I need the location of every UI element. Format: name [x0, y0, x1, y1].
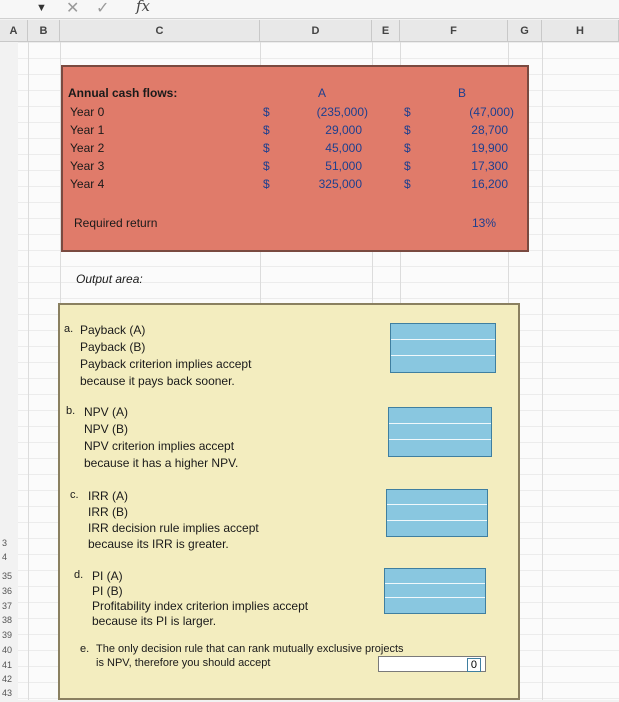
decision-rule-answer-value: 0 [467, 658, 481, 672]
project-b-cash-flow[interactable]: 16,200 [471, 177, 508, 191]
irr-reason-text: because its IRR is greater. [88, 537, 229, 551]
year-label: Year 0 [70, 105, 105, 119]
row-number[interactable]: 3 [2, 538, 8, 548]
npv-a-label: NPV (A) [84, 405, 129, 419]
irr-a-label: IRR (A) [88, 489, 128, 503]
dollar-sign: $ [404, 159, 411, 173]
irr-b-answer-cell[interactable] [387, 505, 487, 520]
required-return-value[interactable]: 13% [471, 216, 496, 230]
project-a-cash-flow[interactable]: 325,000 [318, 177, 362, 191]
row-number[interactable]: 40 [2, 645, 13, 655]
column-header-a[interactable]: A [0, 20, 28, 42]
dollar-sign: $ [404, 123, 411, 137]
payback-a-label: Payback (A) [80, 323, 146, 337]
npv-b-answer-cell[interactable] [389, 424, 491, 440]
column-header-c[interactable]: C [60, 20, 260, 42]
dollar-sign: $ [263, 177, 270, 191]
row-number[interactable]: 4 [2, 552, 8, 562]
project-b-cash-flow[interactable]: 28,700 [471, 123, 508, 137]
required-return-label: Required return [74, 216, 158, 230]
cash-flows-header: Annual cash flows: [68, 86, 178, 100]
irr-b-label: IRR (B) [88, 505, 128, 519]
project-a-cash-flow[interactable]: (235,000) [316, 105, 368, 119]
project-a-cash-flow[interactable]: 51,000 [325, 159, 362, 173]
confirm-icon[interactable]: ✓ [96, 0, 110, 17]
npv-answer-cells[interactable] [388, 407, 492, 457]
item-letter-b: b. [66, 405, 76, 417]
decision-rule-text: The only decision rule that can rank mutually exclusive projects [96, 643, 404, 655]
row-number[interactable]: 35 [2, 571, 13, 581]
year-label: Year 3 [70, 159, 105, 173]
npv-b-label: NPV (B) [84, 422, 129, 436]
column-header-d[interactable]: D [260, 20, 372, 42]
pi-a-label: PI (A) [92, 569, 123, 583]
output-area-label: Output area: [76, 272, 143, 286]
irr-criterion-text: IRR decision rule implies accept [88, 521, 259, 535]
dollar-sign: $ [263, 123, 270, 137]
pi-reason-text: because its PI is larger. [92, 614, 217, 628]
item-letter-d: d. [74, 569, 84, 581]
cancel-icon[interactable]: ✕ [66, 0, 80, 17]
decision-rule-conclusion-text: is NPV, therefore you should accept [96, 657, 271, 669]
irr-accept-answer-cell[interactable] [387, 521, 487, 536]
year-label: Year 1 [70, 123, 105, 137]
year-label: Year 2 [70, 141, 105, 155]
payback-b-label: Payback (B) [80, 340, 146, 354]
payback-answer-cells[interactable] [390, 323, 496, 373]
payback-reason-text: because it pays back sooner. [80, 374, 235, 388]
column-header-g[interactable]: G [508, 20, 542, 42]
pi-accept-answer-cell[interactable] [385, 598, 485, 613]
dollar-sign: $ [263, 105, 270, 119]
row-number[interactable]: 36 [2, 586, 13, 596]
column-header-b[interactable]: B [28, 20, 60, 42]
npv-accept-answer-cell[interactable] [389, 440, 491, 456]
project-a-title: A [318, 86, 327, 100]
row-number[interactable]: 37 [2, 601, 13, 611]
project-b-cash-flow[interactable]: 17,300 [471, 159, 508, 173]
project-a-cash-flow[interactable]: 45,000 [325, 141, 362, 155]
payback-b-answer-cell[interactable] [391, 340, 495, 356]
npv-criterion-text: NPV criterion implies accept [84, 439, 235, 453]
pi-a-answer-cell[interactable] [385, 569, 485, 584]
npv-a-answer-cell[interactable] [389, 408, 491, 424]
project-b-cash-flow[interactable]: 19,900 [471, 141, 508, 155]
dollar-sign: $ [404, 141, 411, 155]
row-number[interactable]: 42 [2, 674, 13, 684]
name-box-dropdown-icon[interactable]: ▼ [36, 2, 47, 14]
item-letter-a: a. [64, 323, 74, 335]
pi-criterion-text: Profitability index criterion implies accept [92, 599, 309, 613]
irr-answer-cells[interactable] [386, 489, 488, 537]
formula-bar [0, 0, 619, 19]
payback-accept-answer-cell[interactable] [391, 356, 495, 372]
row-number[interactable]: 38 [2, 615, 13, 625]
year-label: Year 4 [70, 177, 105, 191]
npv-reason-text: because it has a higher NPV. [84, 456, 239, 470]
item-letter-c: c. [70, 489, 79, 501]
column-header-h[interactable]: H [542, 20, 619, 42]
decision-rule-answer-cell[interactable] [378, 656, 486, 672]
dollar-sign: $ [263, 159, 270, 173]
project-b-cash-flow[interactable]: (47,000) [469, 105, 514, 119]
row-number[interactable]: 39 [2, 630, 13, 640]
row-number[interactable]: 43 [2, 688, 13, 698]
row-number[interactable]: 41 [2, 660, 13, 670]
irr-a-answer-cell[interactable] [387, 490, 487, 505]
column-header-e[interactable]: E [372, 20, 400, 42]
project-b-title: B [458, 86, 467, 100]
item-letter-e: e. [80, 643, 90, 655]
pi-b-label: PI (B) [92, 584, 123, 598]
dollar-sign: $ [404, 177, 411, 191]
column-header-f[interactable]: F [400, 20, 508, 42]
pi-answer-cells[interactable] [384, 568, 486, 614]
payback-a-answer-cell[interactable] [391, 324, 495, 340]
dollar-sign: $ [263, 141, 270, 155]
dollar-sign: $ [404, 105, 411, 119]
fx-label[interactable]: fx [136, 0, 151, 15]
project-a-cash-flow[interactable]: 29,000 [325, 123, 362, 137]
payback-criterion-text: Payback criterion implies accept [80, 357, 252, 371]
pi-b-answer-cell[interactable] [385, 584, 485, 599]
